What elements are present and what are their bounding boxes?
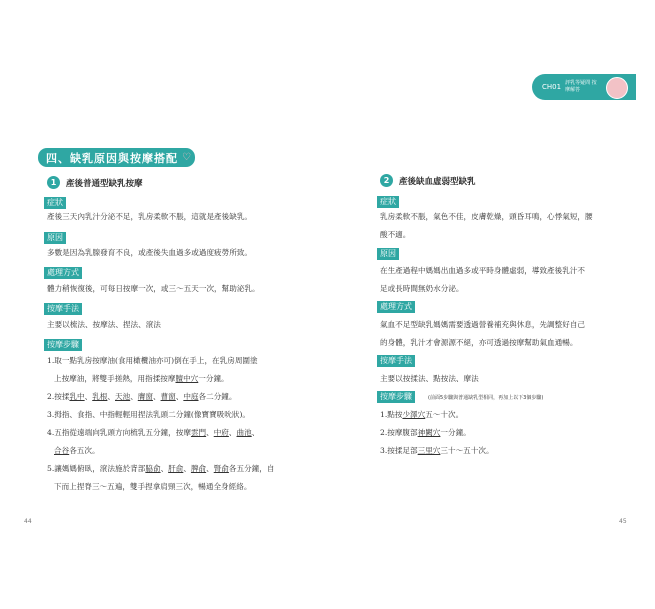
separator: 、 (206, 464, 214, 473)
chapter-code: CH01 (542, 83, 562, 91)
label-cause: 原因 (377, 248, 399, 260)
acupoint: 脇俞 (145, 464, 161, 473)
step-3: 3.拇指、食指、中指輕輕用捏法乳頭二分鐘(像寶寶吸吮狀)。 (47, 410, 251, 419)
page-number-right: 45 (619, 518, 627, 525)
step-text: 一分鐘。 (440, 428, 471, 437)
step-1b (54, 373, 229, 385)
steps-note: (前面5步驟與普通缺乳型相同，再加上以下3個步驟) (428, 395, 544, 401)
separator: 、 (152, 392, 161, 401)
acupoint: 三里穴 (417, 446, 441, 455)
acupoint: 中府 (213, 428, 229, 437)
acupoint: 雲門 (190, 428, 207, 437)
step-1a: 1.取一點乳房按摩油(食用橄欖油亦可)倒在手上，在乳房周圍塗 (47, 356, 258, 365)
step-5b: 下而上捏脊三～五遍，雙手捏拿肩頸三次，暢通全身經絡。 (54, 482, 252, 491)
acupoint: 乳根 (92, 392, 108, 401)
step-text: 五～十次。 (425, 410, 464, 419)
cause-text: 多數是因為乳腺發育不良，或產後失血過多或過度疲勞所致。 (47, 248, 253, 257)
method-text-a: 氣血不足型缺乳媽媽需要透過營養補充與休息，先調整好自己 (380, 320, 586, 329)
step-text: 3.按揉足部 (380, 446, 418, 455)
step-5a (47, 463, 274, 475)
right-subsection-header (380, 174, 476, 187)
step-text: 5.讓媽媽俯臥，滾法施於背部 (47, 464, 146, 473)
label-steps: 按摩步驟 (377, 391, 415, 403)
separator: 、 (84, 392, 93, 401)
method-text: 體力稍恢復後，可每日按摩一次，或三～五天一次，幫助泌乳。 (47, 284, 260, 293)
baby-icon (606, 77, 628, 99)
separator: 、 (107, 392, 115, 401)
cause-text-b: 足或長時間無奶水分泌。 (380, 284, 464, 293)
left-subsection-header (47, 176, 143, 189)
acupoint: 脾俞 (190, 464, 207, 473)
acupoint: 膺窗 (137, 392, 153, 401)
method-text-b: 的身體，乳汁才會源源不絕，亦可透過按摩幫助氣血通暢。 (380, 338, 578, 347)
subsection-title: 產後缺血虛弱型缺乳 (399, 176, 476, 187)
label-method: 處理方式 (44, 267, 82, 279)
separator: 、 (251, 428, 260, 437)
section-banner (38, 148, 195, 167)
symptom-text-a: 乳房柔軟不脹，氣色不佳，皮膚乾燥，頭昏耳鳴，心悸氣短，腰 (380, 212, 593, 221)
chapter-text: 評乳等疑問 按摩解答 (565, 80, 597, 93)
cause-text-a: 在生產過程中媽媽出血過多或平時身體虛弱，導致產後乳汁不 (380, 266, 586, 275)
right-step-3 (380, 445, 494, 457)
right-step-1 (380, 409, 463, 421)
acupoint: 合谷 (54, 446, 70, 455)
subsection-number: 2 (380, 174, 393, 187)
technique-text: 主要以梳法、按摩法、捏法、滾法 (47, 320, 161, 329)
acupoint: 神闕穴 (417, 428, 441, 437)
separator: 、 (130, 392, 138, 401)
right-step-2 (380, 427, 471, 439)
label-cause: 原因 (44, 232, 66, 244)
separator: 、 (175, 392, 184, 401)
step-4b (54, 445, 100, 457)
chapter-tab (532, 74, 636, 100)
separator: 、 (228, 428, 237, 437)
page-number-left: 44 (24, 518, 32, 525)
label-steps: 按摩步驟 (44, 339, 82, 351)
heart-icon: ♡ (182, 152, 191, 163)
subsection-number: 1 (47, 176, 60, 189)
acupoint: 腎俞 (213, 464, 229, 473)
section-title: 四、缺乳原因與按摩搭配 (46, 151, 178, 165)
acupoint: 乳中 (69, 392, 85, 401)
separator: 、 (206, 428, 214, 437)
step-text: 4.五指從遠端向乳頭方向梳乳五分鐘，按摩 (47, 428, 191, 437)
step-text: 各五分鐘，自 (228, 464, 275, 473)
acupoint: 曲池 (236, 428, 252, 437)
label-symptom: 症狀 (44, 197, 66, 209)
step-text: 2.按摩腹部 (380, 428, 418, 437)
step-text: 2.按揉 (47, 392, 70, 401)
acupoint: 膻中穴 (175, 374, 199, 383)
acupoint: 中庭 (183, 392, 199, 401)
step-text: 1.點按 (380, 410, 403, 419)
acupoint: 少澤穴 (402, 410, 426, 419)
subsection-title: 產後普通型缺乳按摩 (66, 178, 143, 189)
separator: 、 (160, 464, 169, 473)
step-text: 一分鐘。 (198, 374, 229, 383)
step-2 (47, 391, 237, 403)
step-text: 上按摩油，將雙手搓熱，用指揉按摩 (54, 374, 176, 383)
separator: 、 (183, 464, 191, 473)
step-text: 各五次。 (69, 446, 100, 455)
label-technique: 按摩手法 (377, 355, 415, 367)
symptom-text-b: 酸不適。 (380, 230, 411, 239)
acupoint: 肝俞 (168, 464, 184, 473)
symptom-text: 產後三天內乳汁分泌不足，乳房柔軟不脹，這就是產後缺乳。 (47, 212, 253, 221)
acupoint: 天池 (115, 392, 131, 401)
step-text: 三十～五十次。 (440, 446, 494, 455)
step-4a (47, 427, 259, 439)
technique-text: 主要以按揉法、點按法、摩法 (380, 374, 479, 383)
label-technique: 按摩手法 (44, 303, 82, 315)
step-text: 各二分鐘。 (198, 392, 237, 401)
acupoint: 曹窗 (160, 392, 176, 401)
label-method: 處理方式 (377, 301, 415, 313)
label-symptom: 症狀 (377, 196, 399, 208)
